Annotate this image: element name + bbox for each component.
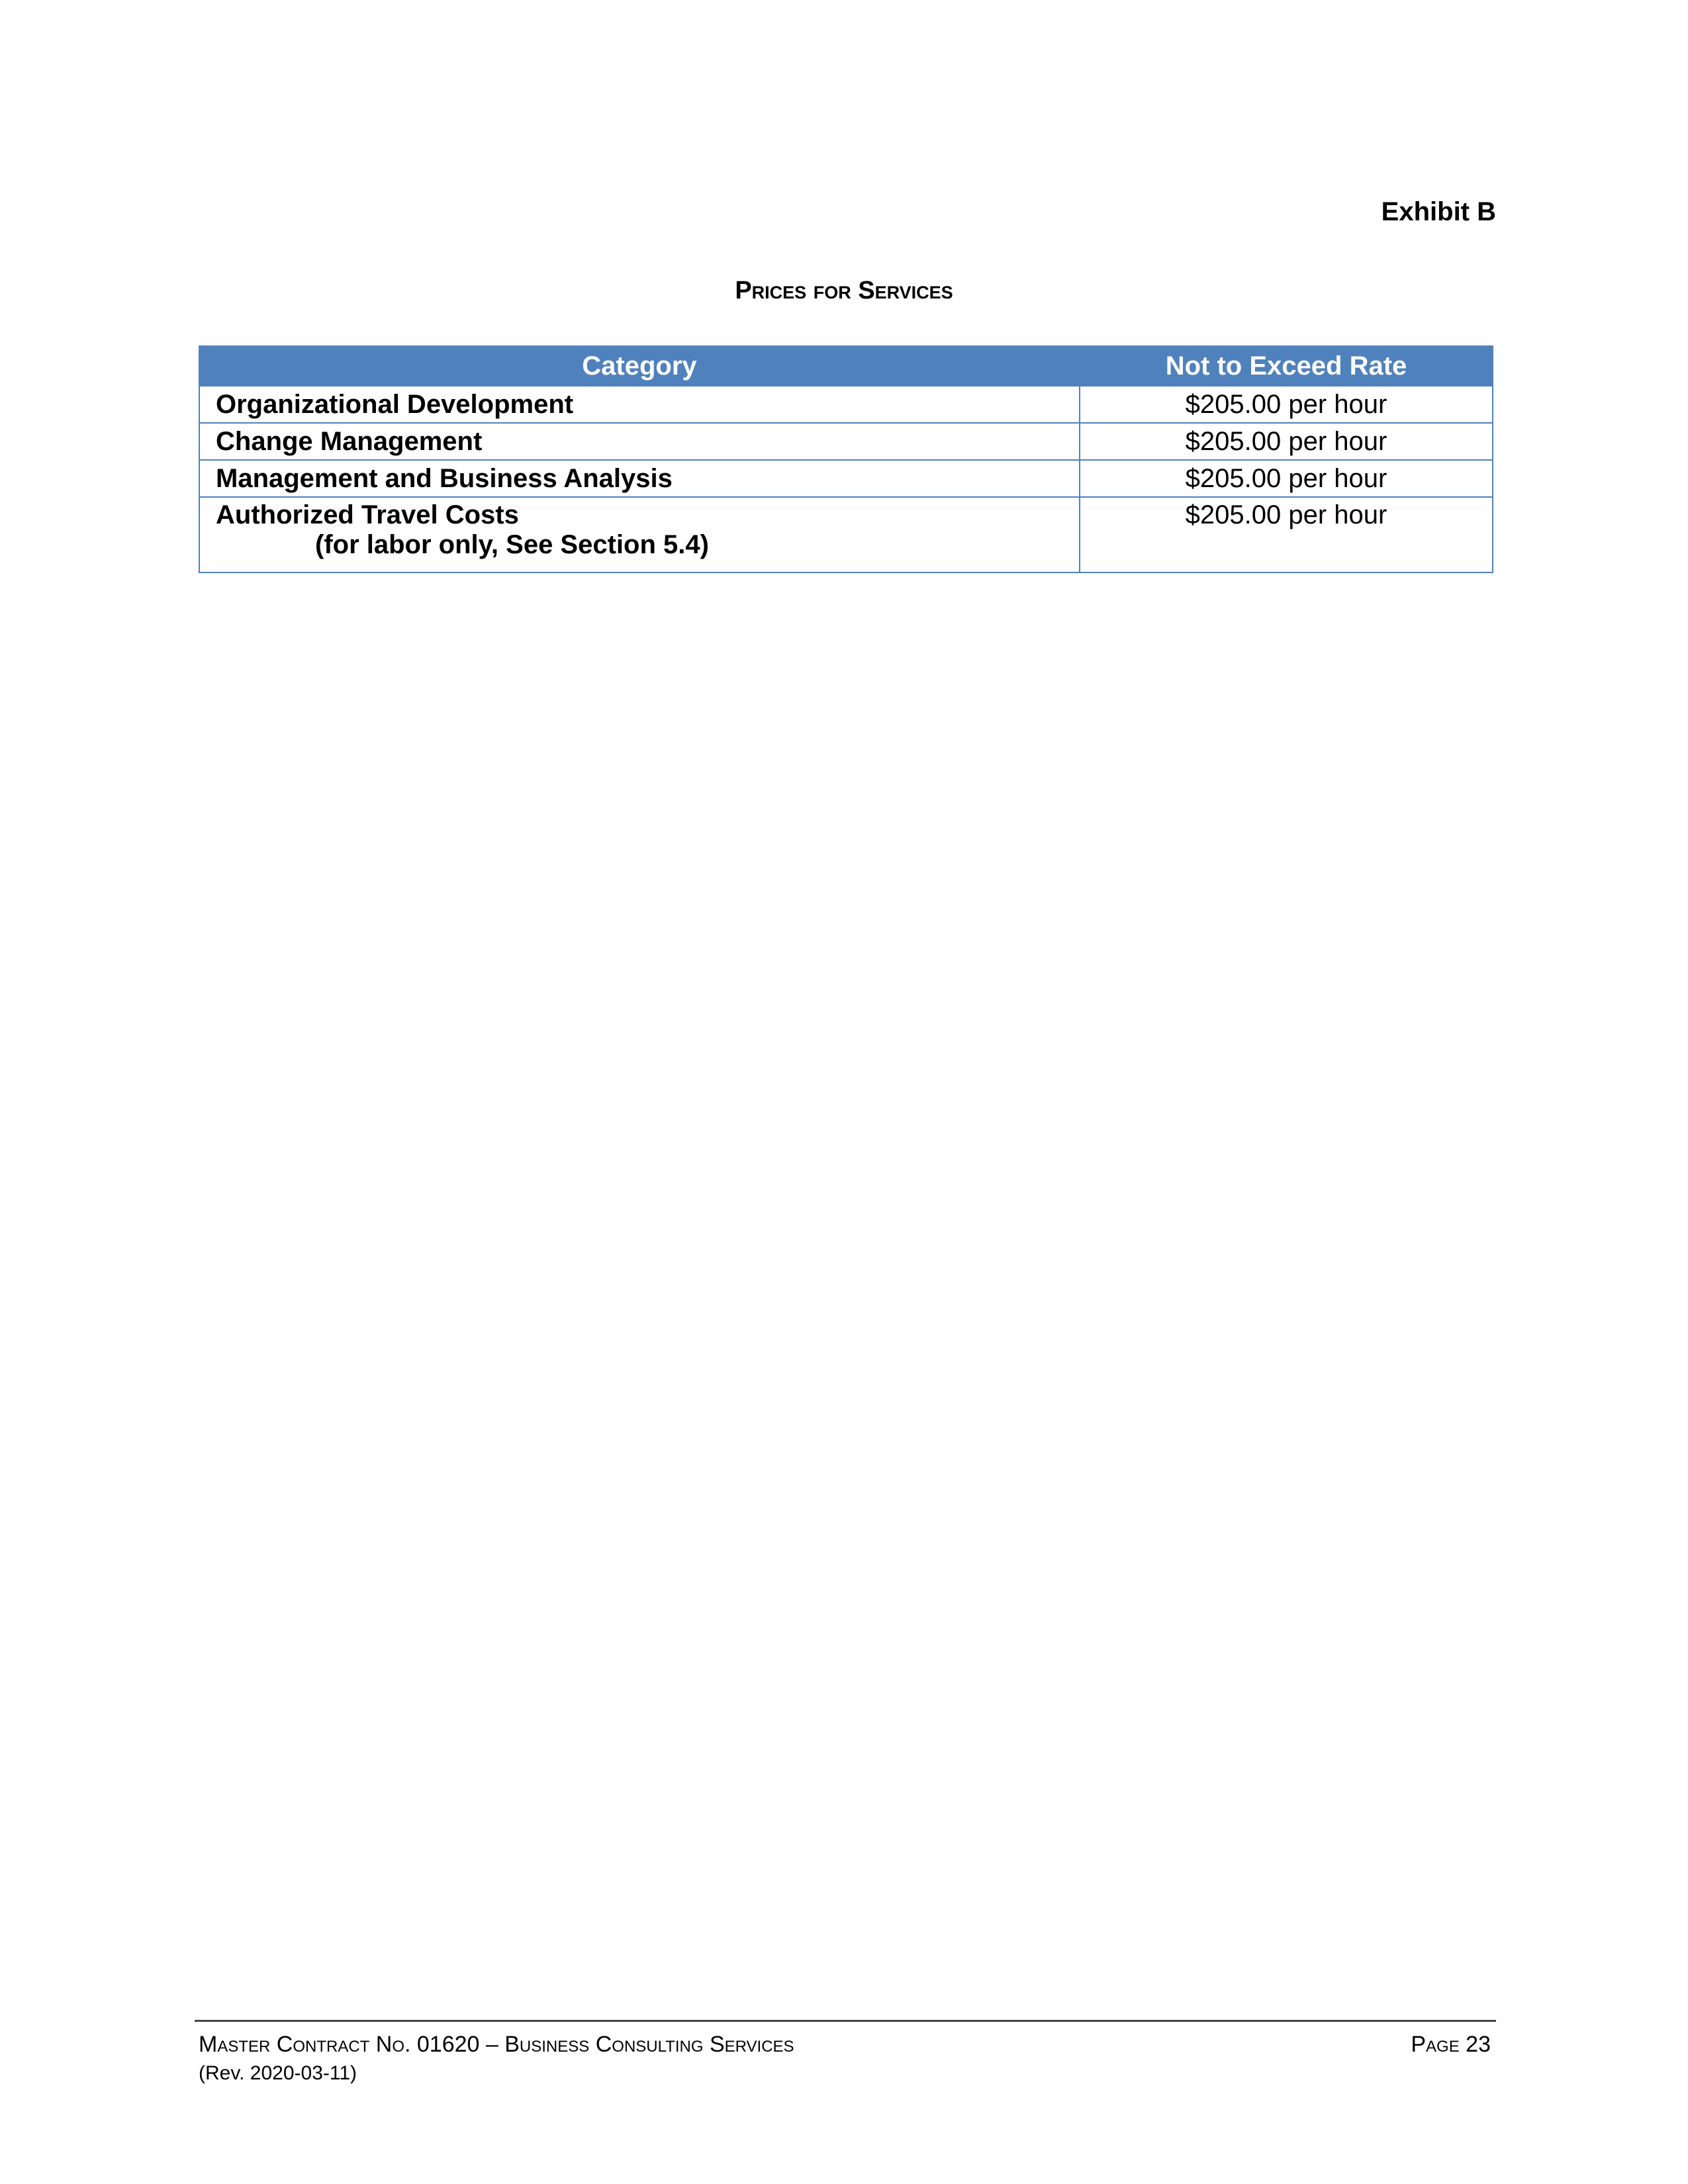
footer-revision: (Rev. 2020-03-11) (199, 2062, 357, 2084)
footer-page-number: Page 23 (1411, 2032, 1491, 2057)
column-header-rate: Not to Exceed Rate (1080, 346, 1493, 386)
rate-cell: $205.00 per hour (1080, 423, 1493, 460)
exhibit-label: Exhibit B (1381, 197, 1496, 226)
category-cell (199, 497, 1080, 572)
table-row (199, 386, 1493, 423)
category-note: (for labor only, See Section 5.4) (315, 530, 709, 559)
table-row (199, 460, 1493, 497)
footer-contract: Master Contract No. 01620 – Business Consulting Services (199, 2032, 794, 2057)
rate-cell: $205.00 per hour (1080, 386, 1493, 423)
table-header-row (199, 346, 1493, 386)
category-cell: Management and Business Analysis (199, 460, 1080, 497)
rate-cell: $205.00 per hour (1080, 460, 1493, 497)
prices-table (199, 345, 1493, 573)
category-cell: Organizational Development (199, 386, 1080, 423)
column-header-category: Category (199, 346, 1080, 386)
rate-cell: $205.00 per hour (1080, 497, 1493, 572)
table-row (199, 423, 1493, 460)
section-title: Prices for Services (735, 277, 953, 304)
category-label: Authorized Travel Costs (216, 500, 519, 529)
footer-divider (195, 2020, 1496, 2022)
table-row (199, 497, 1493, 572)
category-cell: Change Management (199, 423, 1080, 460)
